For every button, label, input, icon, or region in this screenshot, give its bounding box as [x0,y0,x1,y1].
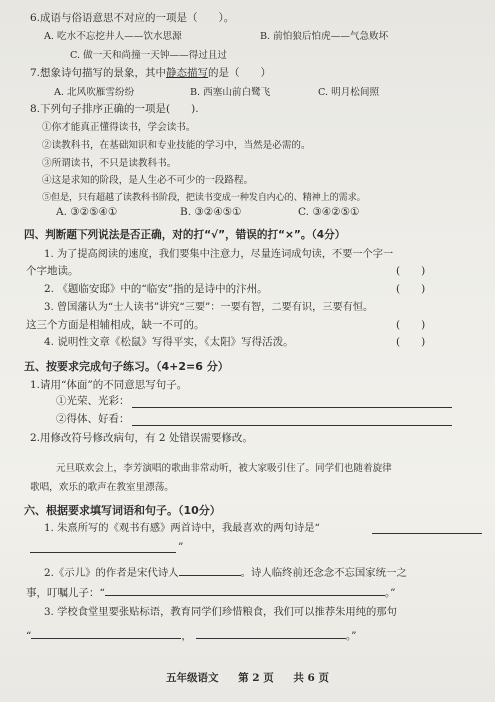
sec5-meaning1-blank[interactable] [132,396,452,408]
q7-stem-pre: 7.想象诗句描写的景象，其中 [30,67,167,79]
q7-option-c: C. 明月松间照 [318,87,380,98]
sec4-item2: 2. 《题临安邸》中的“临安”指的是诗中的汴州。 [44,283,268,295]
sec6-q3-close: 。” [345,630,357,642]
sec4-item1-line2: 个字地读。 [26,265,79,277]
footer-total-pages: 共 6 页 [293,672,330,684]
sec5-meaning1-label: ①光荣、光彩： [56,395,130,407]
q7-option-a: A. 北风吹雁雪纷纷 [54,87,135,98]
sec4-item2-answer[interactable]: ( ) [396,283,426,295]
sec5-q2: 2.用修改符号修改病句，有 2 处错误需要修改。 [30,432,253,444]
sec6-q3-comma: ， [181,630,192,642]
sec5-q1: 1.请用“体面”的不同意思写句子。 [30,379,188,391]
page-footer [0,670,495,685]
q6-option-a: A. 吃水不忘挖井人——饮水思源 [44,31,182,42]
q7-stem-post: 的是（ ） [208,67,272,79]
sec4-item4: 4. 说明性文章《松鼠》写得平实，《太阳》写得活泼。 [44,336,294,348]
sec4-item3-line1: 3. 曾国藩认为“士人读书”讲究“三要”：一要有智，二要有识，三要有恒。 [44,302,374,313]
sec4-item1-line1: 1. 为了提高阅读的速度，我们要集中注意力，尽量连词成句读，不要一个字一 [44,249,394,260]
sec6-q2-quote-blank[interactable] [105,584,385,596]
q6-option-c: C. 做一天和尚撞一天钟——得过且过 [70,50,228,61]
sec6-q2-poet-blank[interactable] [179,564,241,576]
section6-title: 六、根据要求填写词语和句子。（10分） [24,504,221,517]
sec6-q2-pre: 2.《示儿》的作者是宋代诗人 [44,567,179,579]
q8-sentence-5: ⑤但是，只有超越了读教科书阶段，把读书变成一种发自内心的、精神上的需求。 [42,192,366,203]
q7-stem-underlined: 静态描写 [166,67,209,79]
sec5-passage-line1: 元旦联欢会上，李芳演唱的歌曲非常动听，被大家吸引住了。同学们也随着旋律 [56,463,392,474]
q6-stem: 6.成语与俗语意思不对应的一项是（ ）。 [30,12,235,24]
q8-option-c: C. ③④②⑤① [298,206,360,218]
sec5-meaning2-label: ②得体、好看： [56,413,130,425]
sec6-q1-blank1[interactable] [372,522,482,534]
sec6-q3-open: “ [26,630,32,642]
sec6-q1-close-quote: ” [178,541,184,553]
q8-option-b: B. ③②④⑤① [180,206,242,218]
q8-sentence-2: ②读教科书，在基础知识和专业技能的学习中，当然是必需的。 [42,140,311,151]
q8-sentence-4: ④这是求知的阶段，是人生必不可少的一段路程。 [42,175,254,186]
sec6-q3-line1: 3. 学校食堂里要张贴标语，教育同学们珍惜粮食，我们可以推荐朱用纯的那句 [44,606,397,618]
sec6-q3-line2 [26,627,357,643]
q7-option-b: B. 西塞山前白鹭飞 [190,87,271,98]
sec4-item1-answer[interactable]: ( ) [396,265,426,277]
sec4-item4-answer[interactable]: ( ) [396,336,426,348]
sec4-item3-answer[interactable]: ( ) [396,319,426,331]
sec6-q2-line1 [44,564,407,580]
sec6-q1-blank2[interactable] [30,541,176,553]
sec4-item3-line2: 这三个方面是相辅相成，缺一不可的。 [26,319,205,331]
q8-stem: 8.下列句子排序正确的一项是( ). [30,103,199,115]
section5-title: 五、按要求完成句子练习。（4+2=6 分） [24,360,229,373]
sec6-q2-line2-pre: 事，叮嘱儿子：“ [26,587,105,599]
sec5-passage-line2: 歌唱，欢乐的歌声在教室里漂荡。 [30,482,174,493]
sec6-q2-line2 [26,584,396,600]
sec6-q2-line2-post: 。” [384,587,396,599]
sec5-meaning2-blank[interactable] [132,414,452,426]
q7-stem [30,67,271,80]
sec6-q1-line1: 1. 朱熹所写的《观书有感》两首诗中，我最喜欢的两句诗是“ [44,522,320,534]
sec6-q3-blank2[interactable] [196,627,346,639]
sec6-q2-post: 。诗人临终前还念念不忘国家统一之 [240,567,407,579]
footer-page-number: 第 2 页 [238,672,274,684]
section4-title: 四、判断题下列说法是否正确，对的打“√”，错误的打“×”。（4分） [24,229,346,241]
footer-subject: 五年级语文 [165,672,219,684]
sec6-q3-blank1[interactable] [31,627,181,639]
q8-sentence-1: ①你才能真正懂得读书，学会读书。 [42,122,196,133]
q6-option-b: B. 前怕狼后怕虎——气急败坏 [260,31,389,42]
q8-option-a: A. ③②⑤④① [56,206,118,218]
q8-sentence-3: ③所谓读书，不只是读教科书。 [42,158,177,169]
